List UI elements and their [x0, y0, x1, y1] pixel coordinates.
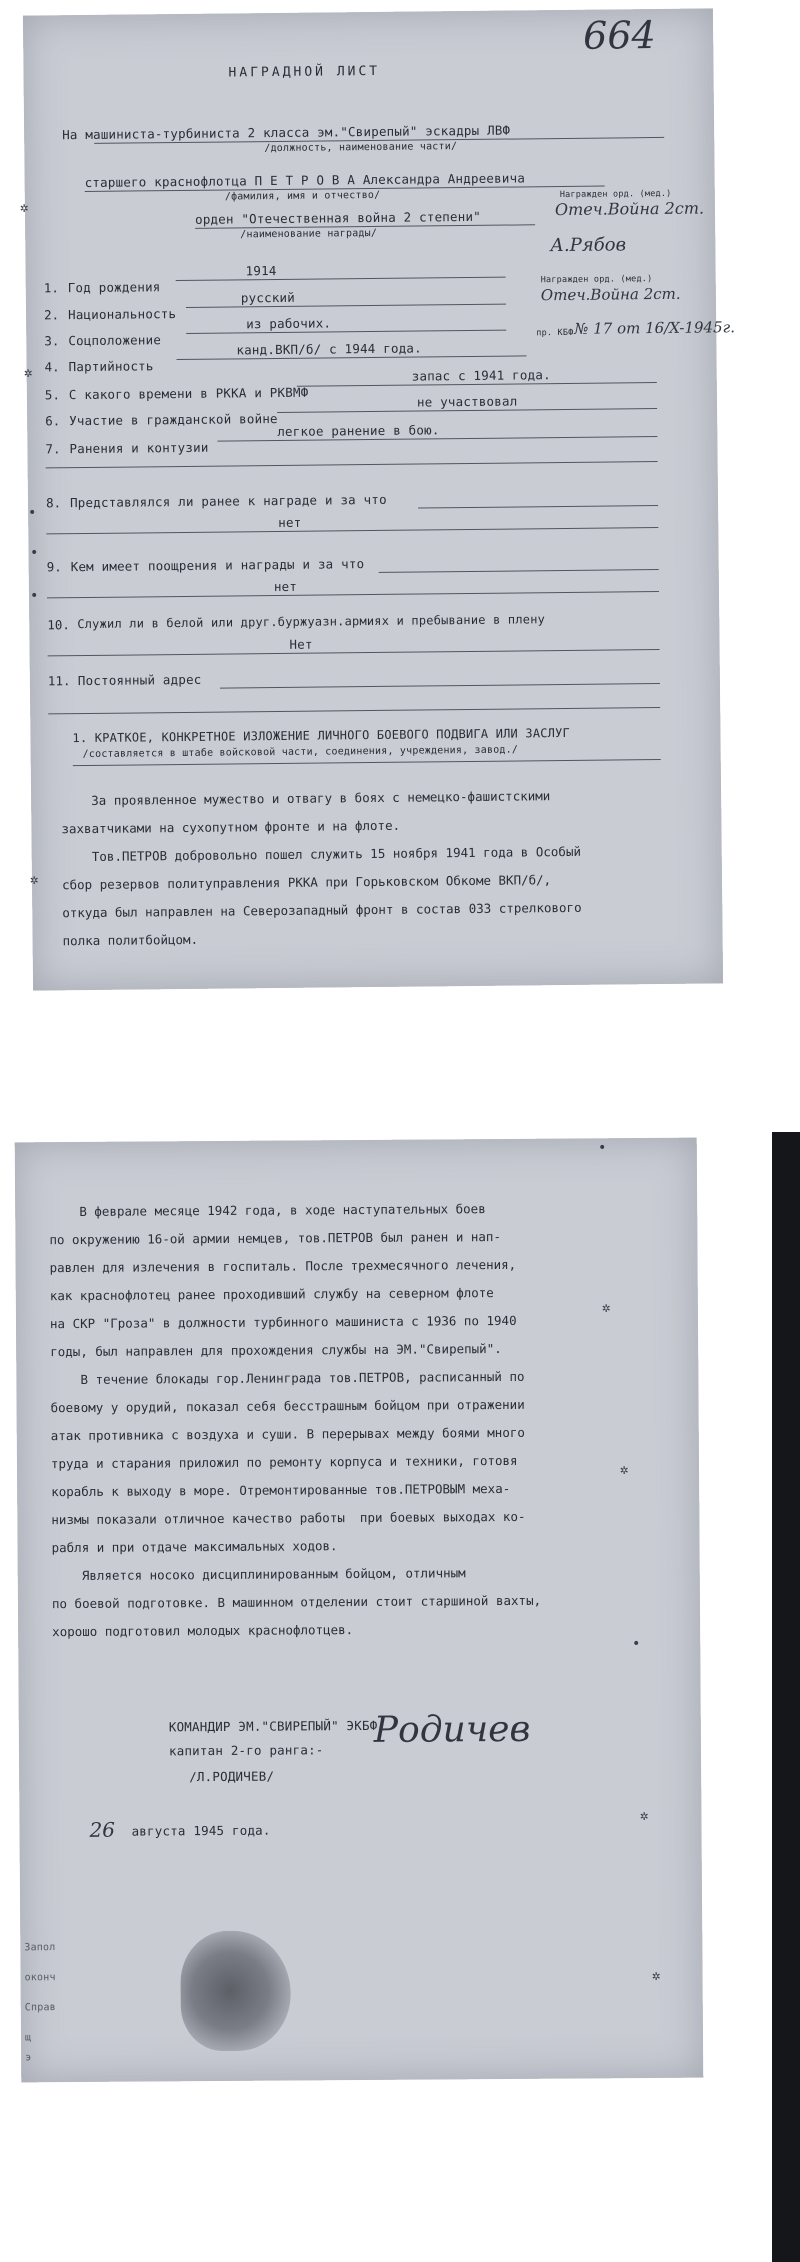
order-line: орден "Отечественная война 2 степени" [194, 208, 481, 227]
narrative-p2-line: рабля и при отдаче максимальных ходов. [51, 1538, 338, 1556]
section-title: 1. КРАТКОЕ, КОНКРЕТНОЕ ИЗЛОЖЕНИЕ ЛИЧНОГО БОЕВОГО ПОДВИГА ИЛИ ЗАСЛУГ [72, 725, 570, 746]
field-value-white-army: Нет [289, 636, 313, 652]
order-number-handwritten: № 17 от 16/X-1945г. [574, 318, 736, 338]
field-number: 1. [43, 280, 59, 296]
field-label-party: Партийность [68, 358, 154, 375]
field-value-nationality: русский [240, 289, 296, 306]
commander-signature: Родичев [373, 1708, 531, 1751]
order-caption: /наименование награды/ [240, 227, 378, 241]
field-label-social: Соцположение [68, 332, 162, 349]
narrative-p2-line: труда и старания приложил по ремонту корпуса и техники, готовя [50, 1452, 518, 1472]
document-page-2 [15, 1138, 704, 2083]
section-subtitle: /составляется в штабе войсковой части, соединения, учреждения, завод./ [82, 744, 519, 761]
award-note-handwritten: Отеч.Война 2ст. [540, 284, 681, 305]
field-number: 3. [44, 333, 60, 349]
punch-mark: ✲ [20, 200, 29, 216]
punch-mark: • [28, 505, 37, 521]
narrative-p2-line: Является носоко дисциплинированным бойцом, отличным [51, 1565, 466, 1584]
field-value-service-since: запас с 1941 года. [411, 367, 551, 384]
narrative-p2-line: хорошо подготовил молодых краснофлотцев. [52, 1622, 354, 1640]
narrative-p1-line: За проявленное мужество и отвагу в боях с немецко-фашистскими [61, 788, 551, 809]
narrative-p2-line: как краснофлотец ранее проходивший службу на северном флоте [49, 1285, 494, 1304]
field-number: 4. [44, 359, 60, 375]
scan-binding-edge [772, 1132, 800, 2262]
narrative-p2-line: В феврале месяце 1942 года, в ходе наступательных боев [49, 1201, 486, 1220]
side-mark: оконч [24, 1972, 56, 1984]
award-note-small: Награжден орд. (мед.) [559, 188, 672, 201]
field-number: 2. [43, 307, 60, 323]
handwritten-order: Отеч.Война 2ст. [554, 198, 705, 220]
field-value-party: канд.ВКП/б/ с 1944 года. [236, 340, 422, 358]
narrative-p1-line: сбор резервов политуправления РККА при Горьковском Обкоме ВКП/б/, [61, 872, 552, 893]
archive-number: 664 [582, 13, 656, 58]
field-label-nationality: Национальность [67, 306, 177, 323]
narrative-p2-line: В течение блокады гор.Ленинграда тов.ПЕТРОВ, расписанный по [50, 1368, 525, 1388]
field-number: 6. [45, 413, 61, 429]
field-value-other-awards: нет [273, 578, 298, 595]
order-number-printed: пр. КБФ [536, 327, 574, 339]
field-label-white-army: Служил ли в белой или друг.буржуазн.армиях и пребывание в плену [77, 612, 546, 632]
field-number: 5. [44, 387, 61, 403]
field-value-civil-war: не участвовал [416, 393, 518, 410]
narrative-p1-line: полка политбойцом. [62, 931, 199, 949]
narrative-p1-line: захватчиками на сухопутном фронте и на флоте. [61, 817, 401, 837]
side-mark: Запол [24, 1942, 56, 1954]
commander-title: КОМАНДИР ЭМ."СВИРЕПЫЙ" ЭКБФ [168, 1717, 378, 1735]
field-number: 10. [47, 617, 70, 633]
side-mark: щ [24, 2032, 32, 2044]
field-value-birth-year: 1914 [245, 262, 277, 279]
field-value-social: из рабочих. [246, 315, 332, 332]
name-caption: /фамилия, имя и отчество/ [224, 189, 381, 203]
field-number: 11. [47, 673, 71, 689]
narrative-p2-line: годы, был направлен для прохождения службы на ЭМ."Свирепый". [50, 1340, 502, 1360]
field-value-wounds: легкое ранение в бою. [277, 422, 440, 439]
narrative-p1-line: откуда был направлен на Северозападный фронт в состав 033 стрелкового [62, 899, 582, 921]
narrative-p2-line: низмы показали отличное качество работы при боевых выходах ко- [51, 1508, 526, 1528]
field-label-civil-war: Участие в гражданской войне [69, 410, 278, 429]
punch-mark: ✲ [640, 1808, 649, 1824]
field-label-prior-award: Представлялся ли ранее к награде и за что [69, 491, 387, 511]
date-day: 26 [89, 1817, 116, 1842]
ink-stain [180, 1930, 291, 2051]
field-number: 7. [45, 441, 61, 457]
document-page-1 [23, 8, 736, 990]
side-mark: Справ [24, 2002, 56, 2014]
field-number: 8. [45, 495, 62, 511]
narrative-p2-line: на СКР "Гроза" в должности турбинного машиниста с 1936 по 1940 [49, 1312, 517, 1332]
narrative-p2-line: по боевой подготовке. В машинном отделении стоит старшиной вахты, [51, 1592, 542, 1612]
punch-mark: • [632, 1636, 641, 1652]
handwritten-signature: А.Рябов [550, 234, 627, 257]
punch-mark: ✲ [620, 1462, 629, 1478]
narrative-p1-line: Тов.ПЕТРОВ добровольно пошел служить 15 ноября 1941 года в Особый [61, 843, 582, 865]
narrative-p2-line: равлен для излечения в госпиталь. После трехмесячного лечения, [49, 1256, 517, 1276]
narrative-p2-line: атак противника с воздуха и суши. В перерывах между боями много [50, 1424, 525, 1444]
narrative-p2-line: корабль к выходу в море. Отремонтированные тов.ПЕТРОВЫМ меха- [51, 1480, 511, 1500]
punch-mark: • [30, 545, 39, 561]
date-rest: августа 1945 года. [131, 1822, 271, 1839]
field-value-prior-award: нет [278, 514, 302, 530]
field-number: 9. [46, 559, 62, 575]
award-note-small-2: Награжден орд. (мед.) [540, 274, 653, 286]
side-mark: э [25, 2052, 32, 2064]
narrative-p2-line: боевому у орудий, показал себя бесстрашным бойцом при отражении [50, 1396, 525, 1416]
punch-mark: ✲ [30, 872, 39, 888]
punch-mark: ✲ [24, 365, 33, 381]
document-title: НАГРАДНОЙ ЛИСТ [228, 63, 381, 81]
position-line: На машиниста-турбиниста 2 класса эм."Свирепый" эскадры ЛВФ [62, 122, 511, 143]
punch-mark: ✲ [602, 1300, 611, 1316]
field-label-wounds: Ранения и контузии [69, 439, 209, 457]
position-caption: /должность, наименование части/ [264, 141, 458, 155]
commander-name: /Л.РОДИЧЕВ/ [189, 1768, 275, 1785]
field-label-other-awards: Кем имеет поощрения и награды и за что [70, 556, 365, 575]
punch-mark: • [30, 588, 39, 604]
name-line: старшего краснофлотца П Е Т Р О В А Александра Андреевича [84, 170, 526, 191]
field-label-birth-year: Год рождения [67, 279, 161, 296]
punch-mark: ✲ [652, 1968, 661, 1984]
commander-rank: капитан 2-го ранга:- [168, 1742, 324, 1759]
narrative-p2-line: по окружению 16-ой армии немцев, тов.ПЕТРОВ был ранен и нап- [49, 1229, 501, 1248]
field-label-service-since: С какого времени в РККА и РКВМФ [68, 384, 309, 403]
field-label-address: Постоянный адрес [77, 671, 202, 689]
punch-mark: • [598, 1140, 607, 1156]
